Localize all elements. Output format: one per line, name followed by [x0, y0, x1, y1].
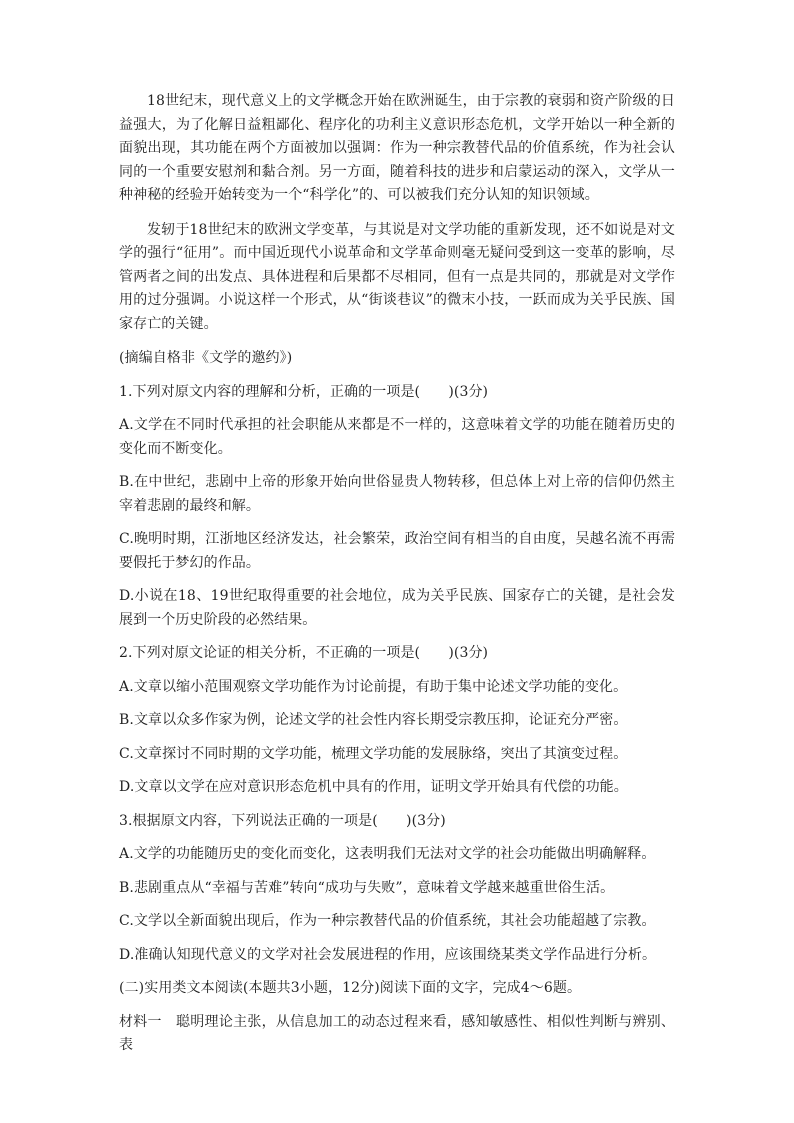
question-1-option-d: D.小说在18、19世纪取得重要的社会地位，成为关乎民族、国家存亡的关键，是社会发展到一个历史阶段的必然结果。 [119, 588, 675, 628]
question-2-option-a: A.文章以缩小范围观察文学功能作为讨论前提，有助于集中论述文学功能的变化。 [119, 678, 628, 695]
question-1-option-b: B.在中世纪，悲剧中上帝的形象开始向世俗显贵人物转移，但总体上对上帝的信仰仍然主宰着悲剧的最终和解。 [119, 474, 675, 514]
question-3-option-d: D.准确认知现代意义的文学对社会发展进程的作用，应该围绕某类文学作品进行分析。 [119, 946, 657, 963]
question-1-stem: 1.下列对原文内容的理解和分析，正确的一项是( )(3分) [119, 383, 489, 400]
body-paragraph-1: 18世纪末，现代意义上的文学概念开始在欧洲诞生，由于宗教的衰弱和资产阶级的日益强大，为了化解日益粗鄙化、程序化的功利主义意识形态危机，文学开始以一种全新的面貌出现，其功能在两个方面被加以强调：作为一种宗教替代品的价值系统，作为社会认同的一个重要安慰剂和黏合剂。另一方面，随着科技的进步和启蒙运动的深入，文学从一种神秘的经验开始转变为一个“科学化”的、可以被我们充分认知的知识领域。 [119, 93, 675, 203]
section-heading: (二)实用类文本阅读(本题共3小题，12分)阅读下面的文字，完成4～6题。 [119, 980, 582, 996]
question-3-stem: 3.根据原文内容，下列说法正确的一项是( )(3分) [119, 812, 446, 829]
question-2-option-d: D.文章以文学在应对意识形态危机中具有的作用，证明文学开始具有代偿的功能。 [119, 779, 628, 795]
question-2-option-c: C.文章探讨不同时期的文学功能，梳理文学功能的发展脉络，突出了其演变过程。 [119, 745, 628, 762]
question-2-option-b: B.文章以众多作家为例，论述文学的社会性内容长期受宗教压抑，论证充分严密。 [119, 712, 628, 728]
material-one-start: 材料一 聪明理论主张，从信息加工的动态过程来看，感知敏感性、相似性判断与辨别、表 [119, 1013, 675, 1053]
question-2-stem: 2.下列对原文论证的相关分析，不正确的一项是( )(3分) [119, 645, 489, 661]
question-1-option-a: A.文学在不同时代承担的社会职能从来都是不一样的，这意味着文学的功能在随着历史的变化而不断变化。 [119, 417, 675, 457]
source-citation: (摘编自格非《文学的邀约》) [119, 350, 293, 366]
question-3-option-b: B.悲剧重点从“幸福与苦难”转向“成功与失败”，意味着文学越来越重世俗生活。 [119, 879, 615, 896]
question-1-option-c: C.晚明时期，江浙地区经济发达，社会繁荣，政治空间有相当的自由度，吴越名流不再需要假托于梦幻的作品。 [119, 531, 675, 571]
document-content [119, 90, 675, 1068]
question-3-option-c: C.文学以全新面貌出现后，作为一种宗教替代品的价值系统，其社会功能超越了宗教。 [119, 913, 656, 929]
body-paragraph-2: 发轫于18世纪末的欧洲文学变革，与其说是对文学功能的重新发现，还不如说是对文学的强行“征用”。而中国近现代小说革命和文学革命则毫无疑问受到这一变革的影响，尽管两者之间的出发点、具体进程和后果都不尽相同，但有一点是共同的，那就是对文学作用的过分强调。小说这样一个形式，从“街谈巷议”的微末小技，一跃而成为关乎民族、国家存亡的关键。 [119, 221, 675, 332]
question-3-option-a: A.文学的功能随历史的变化而变化，这表明我们无法对文学的社会功能做出明确解释。 [119, 846, 656, 862]
